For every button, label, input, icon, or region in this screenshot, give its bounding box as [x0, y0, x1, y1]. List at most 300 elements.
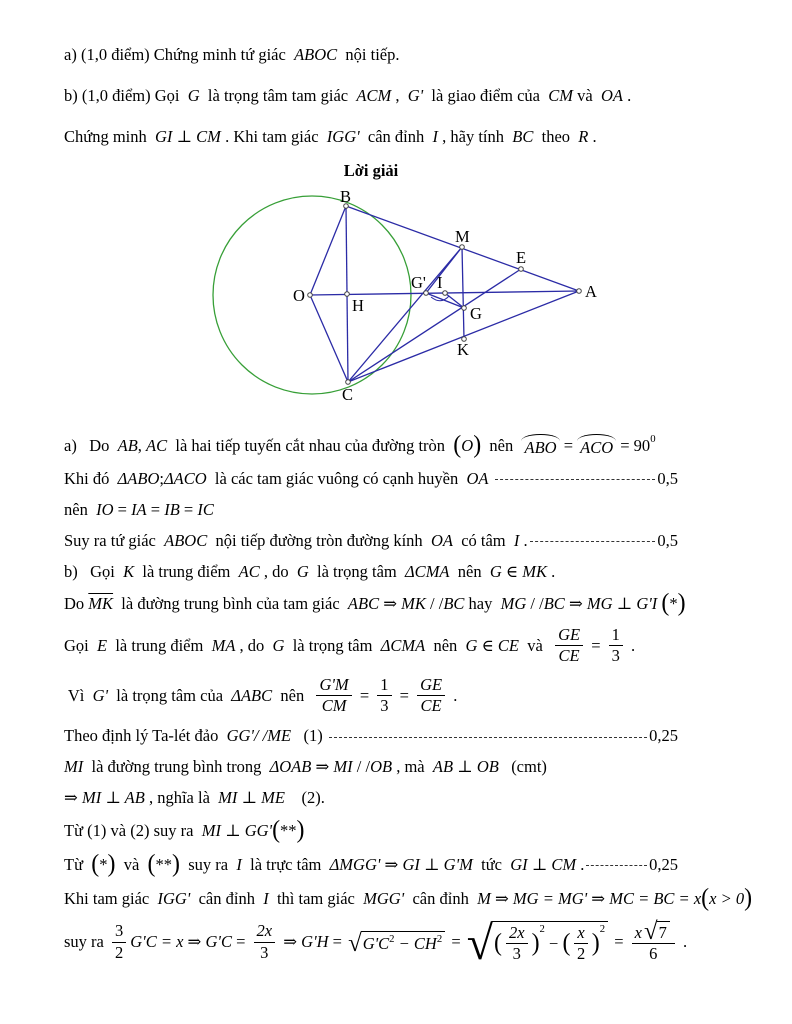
text-run: 0,5	[657, 468, 678, 488]
point-G-label: G	[470, 304, 482, 323]
text-run: nên	[272, 685, 313, 705]
sqrt-body	[361, 931, 445, 954]
dashed-fill-line	[586, 865, 647, 866]
text-run: . Khi tam giác	[220, 126, 327, 146]
text-run: *	[99, 854, 108, 874]
math-italic-text: I	[513, 530, 520, 550]
solution-title: Lời giải	[343, 161, 399, 180]
math-fraction	[555, 626, 583, 666]
math-italic-text: GG'/ /ME	[226, 726, 292, 746]
text-run: =	[587, 635, 605, 655]
text-run: là trọng tâm của	[108, 685, 232, 705]
sqrt-expression	[348, 929, 445, 957]
point-O-label: O	[293, 286, 305, 305]
math-italic-text: MI ⊥ AB	[81, 788, 145, 808]
text-run: 3	[512, 944, 521, 964]
text-run: −	[544, 933, 563, 953]
problem-statement	[0, 0, 792, 147]
text-run: nên	[425, 635, 466, 655]
fraction-numerator	[316, 676, 351, 696]
point-H-label: H	[352, 296, 364, 315]
text-run: b) (1,0 điểm) Gọi	[64, 85, 188, 105]
text-run: (cmt)	[498, 757, 547, 777]
text-run: 3	[260, 942, 269, 962]
math-italic-text: I	[263, 888, 269, 908]
text-run: ⇒	[183, 932, 206, 952]
text-run: .	[576, 854, 585, 874]
text-run: và	[115, 854, 148, 874]
math-italic-text: G'	[407, 85, 424, 105]
text-run: Suy ra tứ giác	[64, 530, 165, 550]
text-run: *	[669, 593, 678, 613]
math-italic-text: GI ⊥ CM	[510, 854, 577, 874]
math-italic-text: MGG'	[363, 888, 405, 908]
text-run: cân đỉnh	[359, 126, 433, 146]
math-italic-text: ΔABO	[117, 468, 160, 488]
math-fraction	[377, 676, 391, 716]
point-K-label: K	[457, 340, 469, 359]
math-italic-text: ABC	[347, 593, 380, 613]
math-italic-text: 2x	[508, 922, 525, 942]
segment-I-G	[445, 293, 464, 308]
math-italic-text: CE	[558, 646, 580, 666]
text-run: .	[626, 635, 636, 655]
text-run: a) (1,0 điểm) Chứng minh tứ giác	[64, 44, 295, 64]
big-paren: )	[473, 431, 482, 459]
math-italic-text: OA	[466, 468, 489, 488]
text-run: = 90	[616, 436, 651, 455]
point-A-marker	[577, 289, 582, 294]
text-run: 1	[611, 624, 620, 644]
sol-b-line4	[64, 676, 678, 716]
math-italic-text: IB	[164, 499, 180, 519]
math-italic-text: MG = MG'	[512, 888, 588, 908]
text-run: ;	[159, 468, 164, 488]
fraction-denominator	[649, 944, 657, 963]
math-italic-text: MA	[211, 635, 236, 655]
text-run: 3	[115, 921, 124, 941]
text-run: là trọng tâm	[284, 635, 381, 655]
text-run: là giao điểm của	[423, 85, 549, 105]
superscript: 2	[599, 922, 606, 935]
point-B-label: B	[340, 187, 352, 206]
math-fraction	[574, 924, 587, 964]
point-C-marker	[346, 380, 351, 385]
point-G-marker	[462, 306, 467, 311]
math-italic-text: ΔABC	[231, 685, 273, 705]
radical-sign: √	[643, 918, 658, 945]
sol-b-line10	[64, 883, 753, 912]
fraction-denominator	[380, 696, 388, 715]
text-run: Khi đó	[64, 468, 118, 488]
text-run: có tâm	[452, 530, 514, 550]
segment-C-E	[348, 269, 521, 382]
sol-a-line3	[64, 499, 678, 520]
point-Gp-label: G'	[411, 273, 426, 292]
sqrt-expression	[643, 918, 670, 945]
problem-part-a	[64, 44, 678, 65]
math-italic-text: − CH	[394, 933, 437, 953]
math-italic-text: G'M	[319, 674, 349, 694]
text-run: a) Do	[64, 436, 118, 455]
text-run: .	[449, 685, 458, 705]
math-italic-text: MI ⊥ GG'	[201, 820, 273, 840]
text-run: nên	[481, 436, 522, 455]
math-italic-text: MI	[333, 757, 353, 777]
text-run: / /	[526, 593, 544, 613]
text-run: 0,5	[657, 530, 678, 550]
math-fraction	[506, 924, 528, 964]
big-paren: (	[453, 431, 462, 459]
text-run: 2	[576, 944, 586, 964]
text-run: là trọng tâm tam giác	[199, 85, 357, 105]
sqrt-expression	[466, 917, 608, 971]
angle-arc-name: ABO	[521, 434, 559, 458]
point-E-label: E	[516, 248, 527, 267]
problem-part-b-cont	[64, 126, 678, 147]
text-run: , mà	[392, 757, 433, 777]
fraction-numerator	[632, 918, 675, 945]
text-run: =	[395, 685, 414, 705]
big-paren: )	[172, 849, 180, 878]
text-run: =	[355, 685, 374, 705]
text-run: 7	[658, 922, 667, 942]
math-italic-text: M	[477, 888, 491, 908]
math-italic-text: CM	[321, 696, 347, 716]
fraction-denominator	[577, 944, 585, 963]
text-run: ⇒	[279, 932, 302, 952]
big-paren: )	[296, 815, 305, 844]
text-run: (1)	[291, 726, 327, 746]
text-run: Từ	[64, 854, 92, 874]
math-italic-text: K	[123, 561, 135, 581]
text-run: tức	[472, 854, 511, 874]
math-italic-text: MG	[500, 593, 527, 613]
big-paren: (	[701, 883, 710, 912]
math-italic-text: IGG'	[326, 126, 360, 146]
text-run: =	[231, 932, 250, 952]
math-italic-text: G'C	[205, 932, 232, 952]
sol-b-line6	[64, 757, 678, 778]
math-italic-text: AB	[117, 436, 138, 455]
radical-sign: √	[466, 917, 494, 971]
fraction-denominator	[513, 944, 521, 963]
text-run: ,	[391, 85, 408, 105]
text-run: 6	[649, 944, 658, 964]
text-run: là đường trung bình trong	[83, 757, 270, 777]
text-run: nên	[449, 561, 490, 581]
sol-b-line7	[64, 788, 678, 809]
point-I-label: I	[437, 273, 443, 292]
math-italic-text: R	[578, 126, 589, 146]
superscript: 2	[436, 932, 443, 945]
math-italic-text: G ∈ MK	[489, 561, 547, 581]
math-italic-text: ΔOAB	[269, 757, 312, 777]
text-run: .	[519, 530, 528, 550]
math-italic-text: E	[97, 635, 108, 655]
math-italic-text: ΔMGG'	[329, 854, 381, 874]
text-run: .	[678, 932, 688, 952]
point-H-marker	[345, 292, 350, 297]
overlined-segment: $\overline{MK}$	[88, 593, 114, 613]
text-run: (2).	[285, 788, 325, 808]
math-fraction	[254, 922, 276, 962]
math-italic-text: MI	[64, 757, 84, 777]
math-italic-text: ΔACO	[163, 468, 207, 488]
text-run: ⇒	[490, 888, 513, 908]
text-run: cân đỉnh	[404, 888, 478, 908]
text-run: 2	[115, 942, 124, 962]
math-italic-text: IC	[197, 499, 214, 519]
text-run: / /	[352, 757, 371, 777]
geometry-figure	[0, 182, 792, 414]
fraction-denominator	[115, 943, 123, 962]
big-paren: (	[494, 928, 502, 957]
text-run: =	[559, 436, 578, 455]
segment-M-Gp	[426, 247, 462, 293]
text-run: thì tam giác	[268, 888, 364, 908]
superscript: 2	[539, 922, 545, 935]
superscript: 0	[650, 433, 656, 445]
text-run: nên	[64, 499, 97, 519]
big-paren: )	[591, 928, 600, 957]
text-run: Theo định lý Ta-lét đảo	[64, 726, 227, 746]
dashed-fill-line	[329, 737, 647, 738]
text-run: ,	[137, 436, 147, 455]
text-run: ⇒	[379, 593, 402, 613]
text-run: , hãy tính	[438, 126, 513, 146]
fraction-denominator	[421, 696, 442, 715]
text-run: , nghĩa là	[144, 788, 219, 808]
math-fraction	[417, 676, 445, 716]
text-run: .	[622, 85, 632, 105]
fraction-numerator	[417, 676, 445, 696]
math-italic-text: G ∈ CE	[465, 635, 519, 655]
text-run: là trung điểm	[134, 561, 239, 581]
text-run: hay	[464, 593, 501, 613]
text-run: ⇒	[564, 593, 587, 613]
text-run: là các tam giác vuông có cạnh huyền	[206, 468, 467, 488]
text-run: , do	[259, 561, 297, 581]
text-run: là trọng tâm	[308, 561, 405, 581]
math-italic-text: G	[296, 561, 309, 581]
math-italic-text: G	[187, 85, 200, 105]
math-italic-text: IA	[131, 499, 147, 519]
big-paren: (	[661, 589, 670, 617]
text-run: 1	[380, 674, 389, 694]
math-italic-text: G'	[92, 685, 109, 705]
text-run: Vì	[64, 685, 93, 705]
text-run: =	[146, 499, 165, 519]
text-run: =	[610, 932, 628, 952]
text-run: theo	[533, 126, 579, 146]
fraction-numerator	[555, 626, 583, 646]
text-run: 3	[611, 646, 620, 666]
text-run: .	[546, 561, 556, 581]
point-A-label: A	[585, 282, 597, 301]
text-run: là trực tâm	[241, 854, 330, 874]
text-run	[488, 469, 492, 489]
math-italic-text: MI ⊥ ME	[218, 788, 285, 808]
text-run: Gọi	[64, 635, 97, 655]
math-italic-text: GE	[420, 674, 443, 694]
math-italic-text: IO	[96, 499, 114, 519]
point-O-marker	[308, 293, 313, 298]
math-italic-text: GI ⊥ CM	[155, 126, 221, 146]
text-run: Do	[64, 593, 89, 613]
math-fraction	[316, 676, 351, 716]
math-italic-text: MK	[401, 593, 426, 613]
text-run: là hai tiếp tuyến cắt nhau của đường tròn	[167, 436, 454, 455]
big-paren: )	[531, 928, 540, 957]
math-italic-text: BC	[512, 126, 534, 146]
point-E-marker	[519, 267, 524, 272]
math-italic-text: 2x	[256, 921, 273, 941]
math-italic-text: I	[432, 126, 439, 146]
fraction-numerator	[377, 676, 391, 696]
dashed-fill-line	[495, 479, 656, 480]
math-italic-text: OA	[430, 530, 453, 550]
math-italic-text: ΔCMA	[405, 561, 450, 581]
math-italic-text: x	[577, 922, 585, 942]
big-paren: (	[91, 849, 100, 878]
fraction-denominator	[322, 696, 347, 715]
text-run: Khi tam giác	[64, 888, 158, 908]
big-paren: (	[147, 849, 156, 878]
math-italic-text: OA	[600, 85, 623, 105]
angle-arc-name: ACO	[577, 434, 616, 458]
text-run: =	[447, 932, 465, 952]
sol-b-line11	[64, 917, 688, 971]
text-run: ⇒	[64, 788, 82, 808]
text-run: .	[588, 126, 597, 146]
big-paren: )	[677, 589, 686, 617]
math-italic-text: ΔCMA	[380, 635, 426, 655]
text-run: ⇒	[311, 757, 334, 777]
text-run: 0,25	[649, 726, 678, 746]
sol-b-line5	[64, 726, 678, 747]
big-paren: (	[272, 815, 281, 844]
text-run: cân đỉnh	[190, 888, 264, 908]
sqrt-body	[657, 921, 670, 942]
text-run: =	[179, 499, 198, 519]
dashed-fill-line	[530, 541, 656, 542]
fraction-numerator	[112, 922, 126, 942]
problem-part-b	[64, 85, 678, 106]
sqrt-body	[492, 921, 608, 964]
sol-b-line2	[64, 589, 686, 617]
math-italic-text: x > 0	[709, 888, 745, 908]
text-run: b) Gọi	[64, 561, 124, 581]
text-run: **	[280, 820, 297, 840]
math-italic-text: MG ⊥ G'I	[586, 593, 658, 613]
segment-O-C	[310, 295, 348, 382]
segment-O-B	[310, 206, 346, 295]
text-run: =	[328, 932, 347, 952]
sol-b-line3	[64, 626, 678, 666]
segment-C-M	[348, 247, 462, 382]
fraction-numerator	[506, 924, 528, 944]
fraction-numerator	[609, 626, 623, 646]
fraction-denominator	[260, 943, 268, 962]
math-italic-text: BC	[443, 593, 465, 613]
big-paren: )	[107, 849, 116, 878]
solution-section	[0, 414, 792, 971]
text-run: ⇒	[380, 854, 403, 874]
sol-b-line8	[64, 815, 678, 844]
text-run: là đường trung bình của tam giác	[113, 593, 348, 613]
sol-b-line1	[64, 561, 678, 582]
text-run: suy ra	[179, 854, 237, 874]
text-run: là trung điểm	[107, 635, 212, 655]
radical-sign: √	[348, 929, 362, 957]
math-italic-text: BC	[543, 593, 565, 613]
point-C-label: C	[342, 385, 354, 404]
sol-a-line4	[64, 530, 678, 551]
math-italic-text: OB	[370, 757, 393, 777]
math-italic-text: CM	[548, 85, 573, 105]
text-run: 0,25	[649, 854, 678, 874]
text-run: Từ (1) và (2) suy ra	[64, 820, 202, 840]
geometry-figure-wrap	[0, 182, 792, 414]
sol-a-line2	[64, 468, 678, 489]
big-paren: )	[744, 883, 753, 912]
text-run: và	[573, 85, 601, 105]
math-italic-text: CE	[420, 696, 442, 716]
math-italic-text: GE	[558, 624, 581, 644]
text-run: nội tiếp.	[337, 44, 400, 64]
text-run: 3	[380, 696, 389, 716]
math-fraction	[609, 626, 623, 666]
math-fraction	[112, 922, 126, 962]
point-I-marker	[443, 291, 448, 296]
math-italic-text: G'C	[362, 933, 390, 953]
sol-a-line1	[64, 431, 678, 459]
fraction-denominator	[559, 646, 580, 665]
math-italic-text: x	[634, 922, 642, 942]
sol-b-line9	[64, 849, 678, 878]
math-italic-text: GI ⊥ G'M	[402, 854, 473, 874]
fraction-numerator	[574, 924, 587, 944]
math-italic-text: AC	[146, 436, 168, 455]
math-italic-text: I	[236, 854, 242, 874]
fraction-numerator	[254, 922, 276, 942]
math-italic-text: IGG'	[157, 888, 191, 908]
text-run: Chứng minh	[64, 126, 155, 146]
math-fraction	[632, 918, 675, 964]
text-run: / /	[425, 593, 444, 613]
text-run: nội tiếp đường tròn đường kính	[207, 530, 431, 550]
text-run: **	[155, 854, 173, 874]
text-run: suy ra	[64, 932, 108, 952]
math-italic-text: G	[272, 635, 285, 655]
big-paren: (	[562, 928, 571, 957]
fraction-denominator	[612, 646, 620, 665]
math-italic-text: AC	[238, 561, 260, 581]
superscript: 2	[389, 932, 395, 945]
math-italic-text: G'C = x	[130, 932, 184, 952]
text-run: =	[113, 499, 132, 519]
math-italic-text: ABOC	[294, 44, 338, 64]
math-italic-text: AB ⊥ OB	[432, 757, 499, 777]
math-italic-text: ACM	[356, 85, 392, 105]
math-italic-text: G'H	[301, 932, 329, 952]
text-run: , do	[235, 635, 273, 655]
math-italic-text: ABOC	[164, 530, 208, 550]
text-run: và	[519, 635, 552, 655]
text-run: ⇒	[587, 888, 610, 908]
point-M-label: M	[455, 227, 470, 246]
